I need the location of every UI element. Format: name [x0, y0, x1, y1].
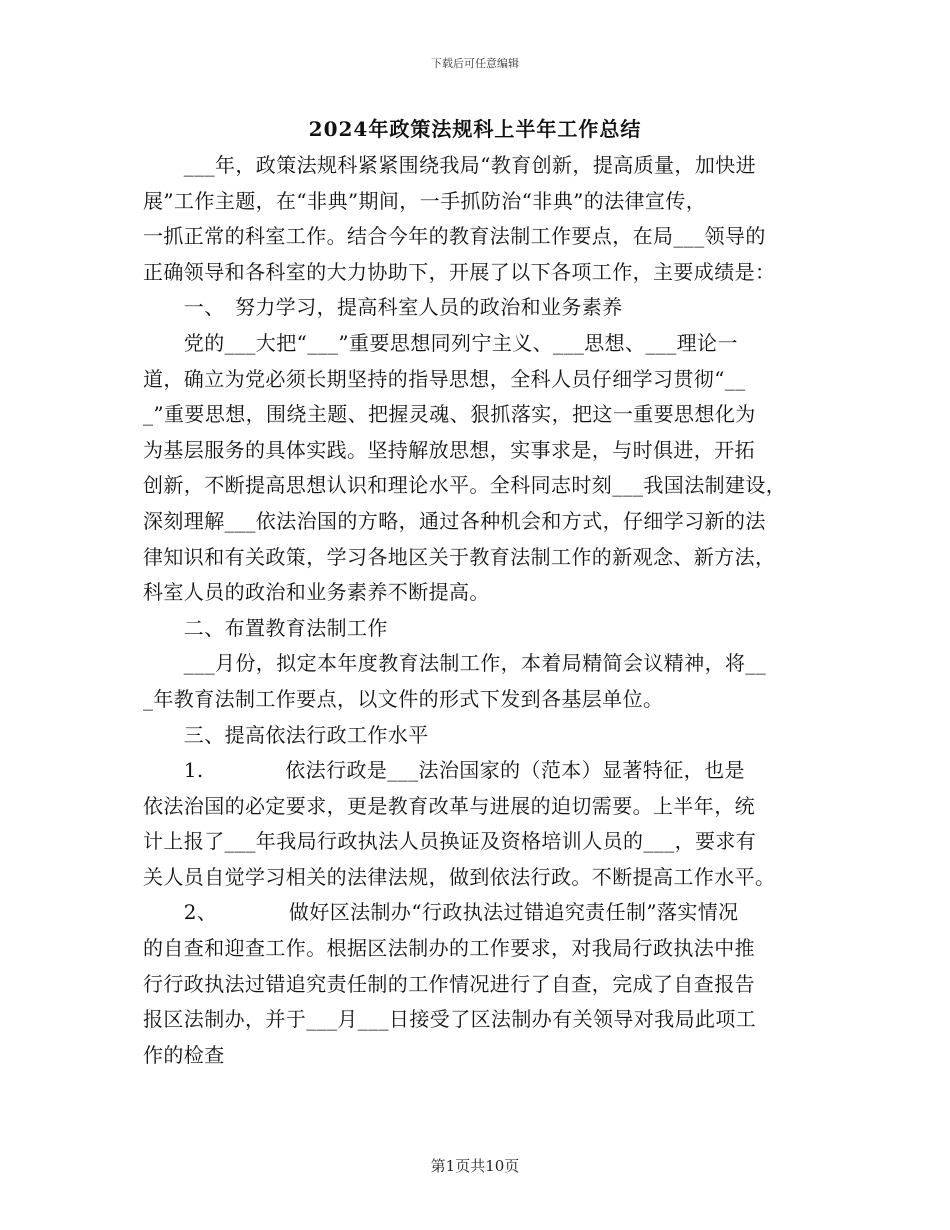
section-heading-3: 三、提高依法行政工作水平 [143, 722, 429, 747]
body-line: _”重要思想，围绕主题、把握灵魂、狠抓落实，把这一重要思想化为 [143, 402, 756, 427]
body-line: ___年，政策法规科紧紧围绕我局“教育创新，提高质量，加快进 [143, 153, 757, 177]
body-line: 一抓正常的科室工作。结合今年的教育法制工作要点，在局___领导的 [143, 224, 766, 249]
body-line: 为基层服务的具体实践。坚持解放思想，实事求是，与时俱进，开拓 [143, 437, 755, 462]
body-line: 行行政执法过错追究责任制的工作情况进行了自查，完成了自查报告 [143, 971, 755, 996]
body-line: 的自查和迎查工作。根据区法制办的工作要求，对我局行政执法中推 [143, 936, 755, 961]
body-line: 正确领导和各科室的大力协助下，开展了以下各项工作，主要成绩是： [143, 259, 776, 284]
body-line: 深刻理解___依法治国的方略，通过各种机会和方式，仔细学习新的法 [143, 508, 766, 533]
body-line: 计上报了___年我局行政执法人员换证及资格培训人员的___，要求有 [143, 829, 757, 854]
section-heading-1: 一、 努力学习，提高科室人员的政治和业务素养 [143, 295, 623, 320]
body-line: 律知识和有关政策，学习各地区关于教育法制工作的新观念、新方法， [143, 544, 776, 569]
section-heading-2: 二、布置教育法制工作 [143, 615, 388, 640]
body-line: 2、 做好区法制办“行政执法过错追究责任制”落实情况 [143, 900, 739, 925]
body-line: 创新，不断提高思想认识和理论水平。全科同志时刻___我国法制建设， [143, 473, 787, 498]
body-line: 党的___大把“___”重要思想同列宁主义、___思想、___理论一 [143, 330, 738, 355]
document-title: 2024年政策法规科上半年工作总结 [308, 117, 642, 141]
body-line: 报区法制办，并于___月___日接受了区法制办有关领导对我局此项工 [143, 1007, 757, 1032]
body-line: 道，确立为党必须长期坚持的指导思想，全科人员仔细学习贯彻“__ [143, 366, 746, 391]
download-note: 下载后可任意编辑 [431, 57, 519, 70]
body-line: 展”工作主题，在“非典”期间，一手抓防治“非典”的法律宣传， [143, 188, 707, 213]
body-line: 1. 依法行政是___法治国家的（范本）显著特征，也是 [143, 758, 745, 783]
body-line: 作的检查 [143, 1042, 225, 1067]
body-line: _年教育法制工作要点，以文件的形式下发到各基层单位。 [143, 686, 664, 711]
body-line: 关人员自觉学习相关的法律法规，做到依法行政。不断提高工作水平。 [143, 864, 776, 889]
body-line: 依法治国的必定要求，更是教育改革与进展的迫切需要。上半年，统 [143, 793, 755, 818]
body-line: 科室人员的政治和业务素养不断提高。 [143, 580, 490, 605]
document-body [143, 148, 813, 1073]
page-number: 第1页共10页 [430, 1157, 520, 1175]
body-line: ___月份，拟定本年度教育法制工作，本着局精简会议精神，将__ [143, 651, 767, 676]
